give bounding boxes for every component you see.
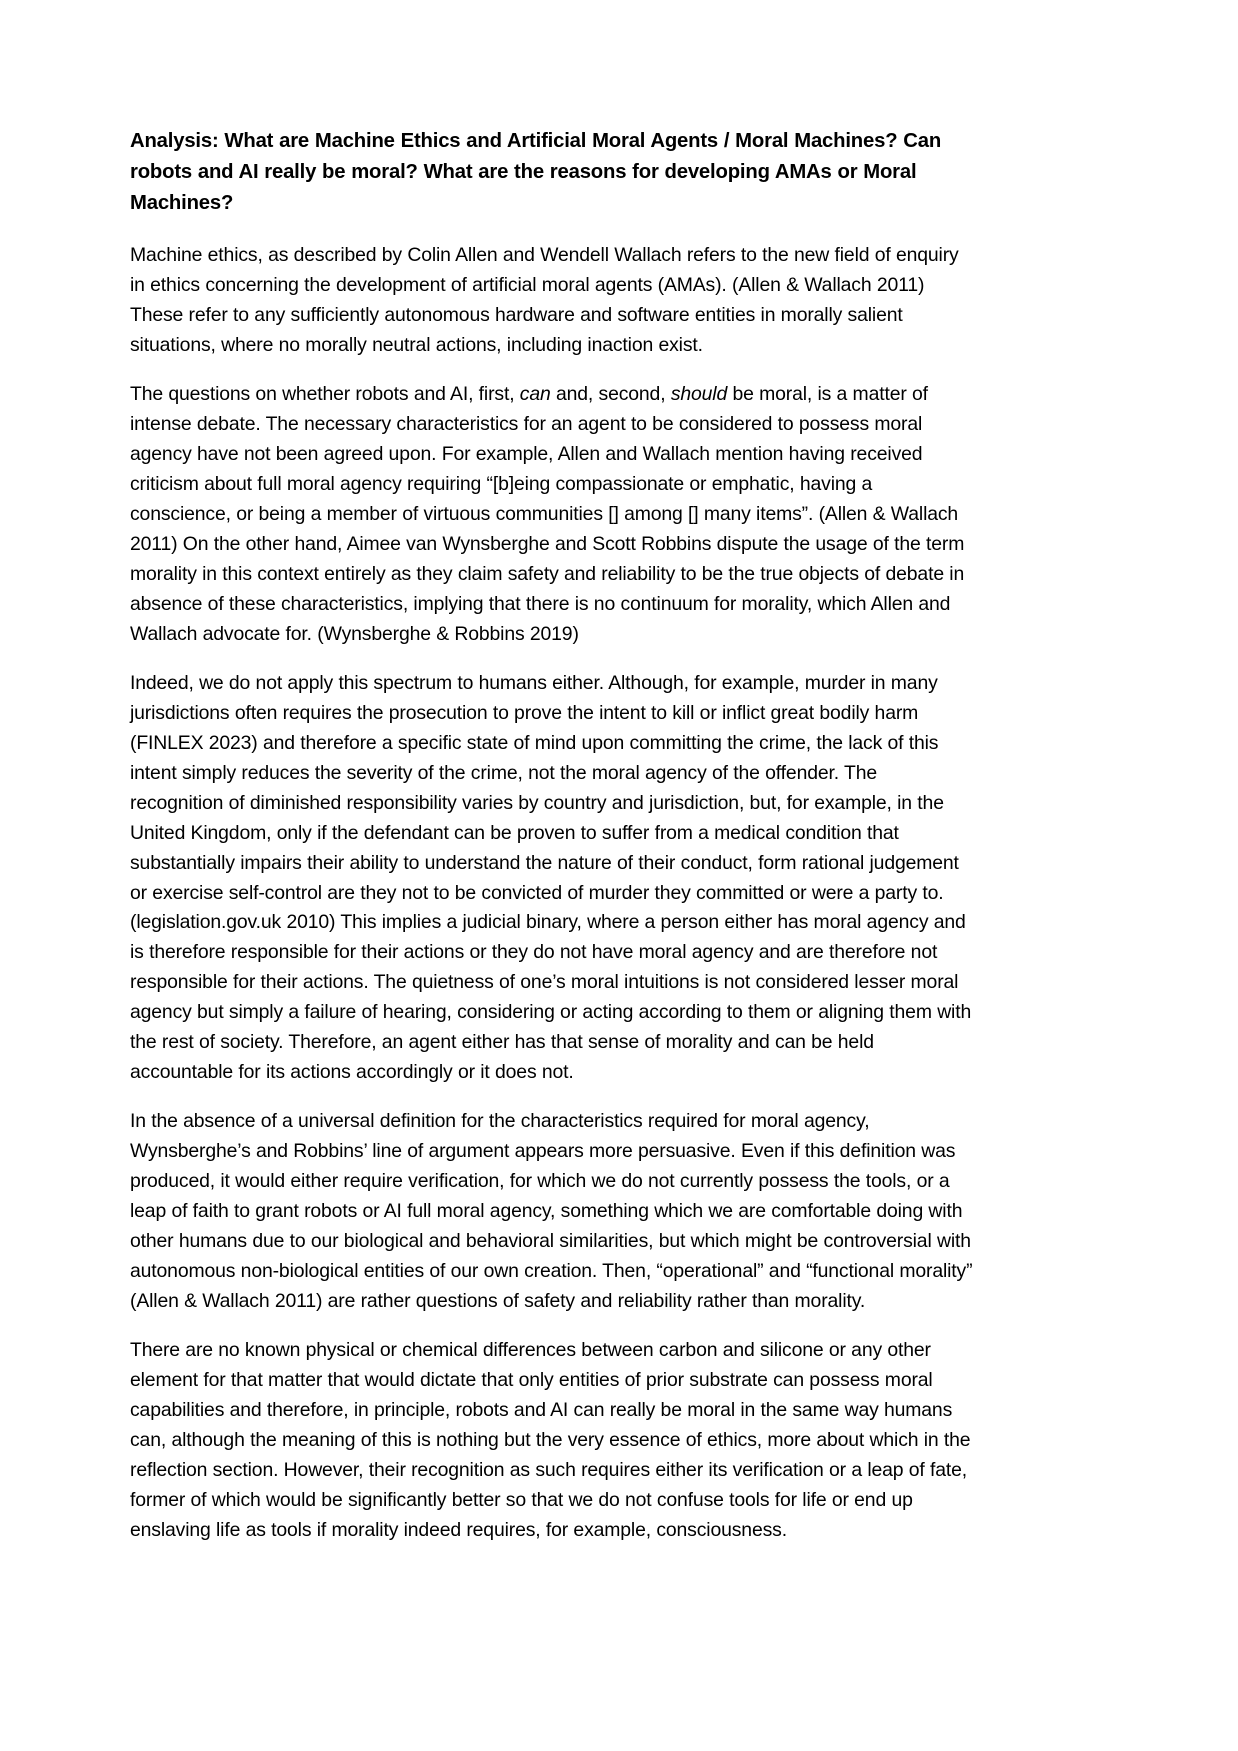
paragraph-human-moral-spectrum: Indeed, we do not apply this spectrum to humans either. Although, for example, murder in many jurisdictions often requires the prosecution to prove the intent to kill or inflict great bodily harm (FINLEX 2023) and therefore a specific state of mind upon committing the crime, the lack of this intent simply reduces the severity of the crime, not the moral agency of the offender. The recognition of diminished responsibility varies by country and jurisdiction, but, for example, in the United Kingdom, only if the defendant can be proven to suffer from a medical condition that substantially impairs their ability to understand the nature of their conduct, form rational judgement or exercise self-control are they not to be convicted of murder they committed or were a party to. (legislation.gov.uk 2010) This implies a judicial binary, where a person either has moral agency and is therefore responsible for their actions or they do not have moral agency and are therefore not responsible for their actions. The quietness of one’s moral intuitions is not considered lesser moral agency but simply a failure of hearing, considering or acting according to them or aligning them with the rest of society. Therefore, an agent either has that sense of morality and can be held accountable for its actions accordingly or it does not. <box>130 671 972 1084</box>
emphasized-text: can <box>519 383 551 406</box>
paragraph-absence-of-universal-definition: In the absence of a universal definition for the characteristics required for moral agency, Wynsberghe’s and Robbins’ line of argument appears more persuasive. Even if this definition was produced, it would either require verification, for which we do not currently possess the tools, or a leap of faith to grant robots or AI full moral agency, something which we are comfortable doing with other humans due to our biological and behavioral similarities, but which might be controversial with autonomous non-biological entities of our own creation. Then, “operational” and “functional morality” (Allen & Wallach 2011) are rather questions of safety and reliability rather than morality. <box>130 1110 973 1313</box>
paragraph-can-should-be-moral: The questions on whether robots and AI, first, can and, second, should be moral, is a matter of intense debate. The necessary characteristics for an agent to be considered to possess moral agency have not been agreed upon. For example, Allen and Wallach mention having received criticism about full moral agency requiring “[b]eing compassionate or emphatic, having a conscience, or being a member of virtuous communities [] among [] many items”. (Allen & Wallach 2011) On the other hand, Aimee van Wynsberghe and Scott Robbins dispute the usage of the term morality in this context entirely as they claim safety and reliability to be the true objects of debate in absence of these characteristics, implying that there is no continuum for morality, which Allen and Wallach advocate for. (Wynsberghe & Robbins 2019) <box>130 383 965 645</box>
emphasized-text: should <box>670 383 728 406</box>
paragraph-machine-ethics-definition: Machine ethics, as described by Colin Allen and Wendell Wallach refers to the new field of enquiry in ethics concerning the development of artificial moral agents (AMAs). (Allen & Wallach 2011) These refer to any sufficiently autonomous hardware and software entities in morally salient situations, where no morally neutral actions, including inaction exist. <box>130 244 959 357</box>
paragraph-carbon-silicone-differences: There are no known physical or chemical differences between carbon and silicone or any other element for that matter that would dictate that only entities of prior substrate can possess moral capabilities and therefore, in principle, robots and AI can really be moral in the same way humans can, although the meaning of this is nothing but the very essence of ethics, more about which in the reflection section. However, their recognition as such requires either its verification or a leap of fate, former of which would be significantly better so that we do not confuse tools for life or end up enslaving life as tools if morality indeed requires, for example, consciousness. <box>130 1339 971 1541</box>
document-body <box>130 126 975 1546</box>
document-heading: Analysis: What are Machine Ethics and Artificial Moral Agents / Moral Machines? Can robots and AI really be moral? What are the reasons for developing AMAs or Moral Machines? <box>130 130 942 215</box>
